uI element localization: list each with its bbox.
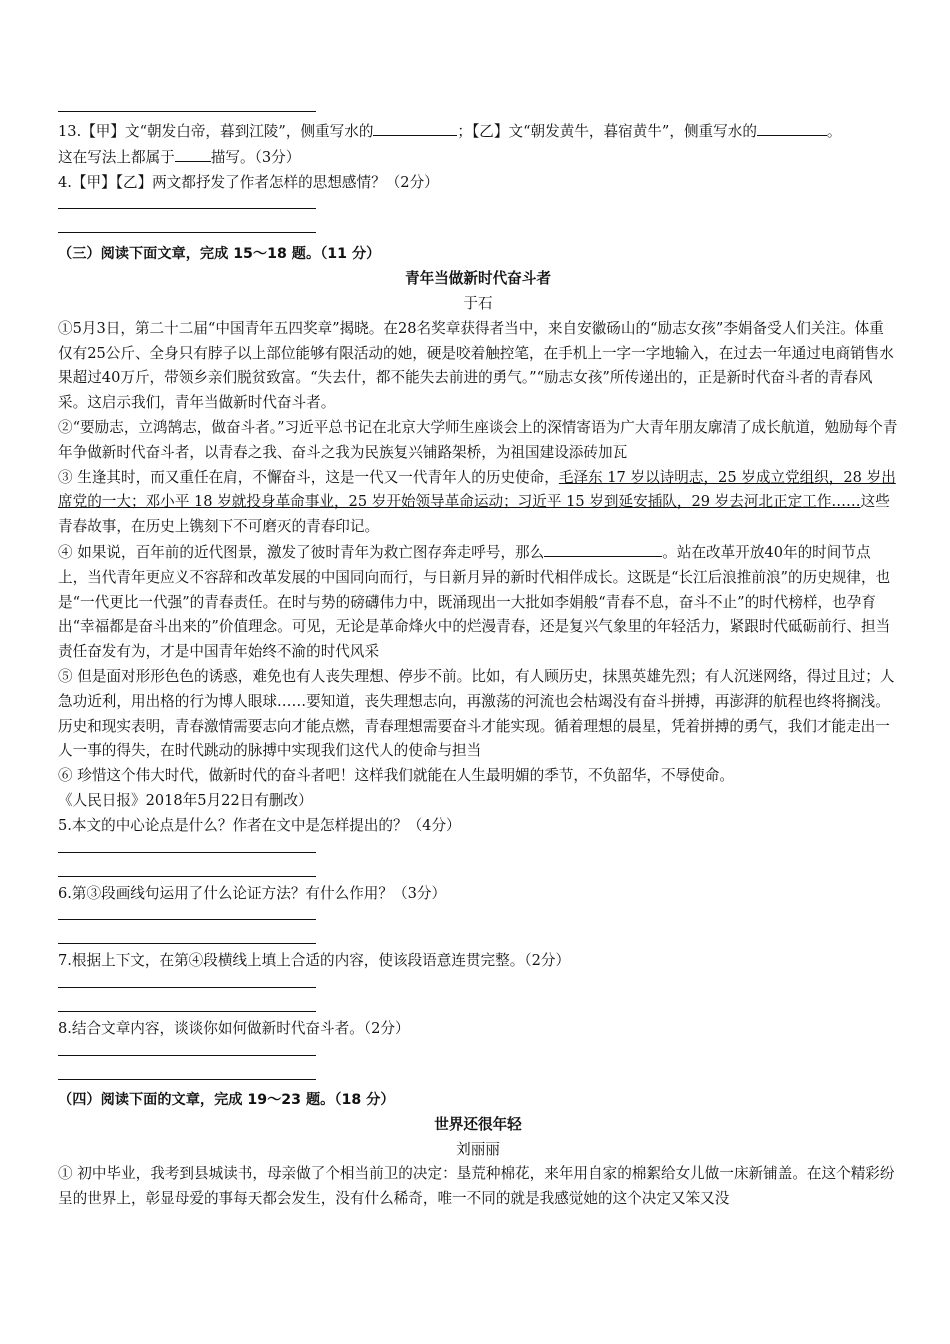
- document-page: [58, 96, 898, 1212]
- answer-line[interactable]: [58, 1055, 316, 1056]
- question-7: 7.根据上下文，在第④段横线上填上合适的内容，使该段语意连贯完整。（2分）: [58, 952, 571, 970]
- answer-line[interactable]: [58, 876, 316, 877]
- paragraph-5: ⑤ 但是面对形形色色的诱惑，难免也有人丧失理想、停步不前。比如，有人顾历史，抹黑英雄先烈；有人沉迷网络，得过且过；人急功近利，用出格的行为博人眼球……要知道，丧失理想志向，再激荡的河流也会枯竭没有奋斗拼搏，再澎湃的航程也终将搁浅。历史和现实表明，青春激情需要志向才能点燃，青春理想需要奋斗才能实现。循着理想的晨星，凭着拼搏的勇气，我们才能走出一人一事的得失，在时代跳动的脉搏中实现我们这代人的使命与担当: [58, 667, 895, 760]
- paragraph-6: ⑥ 珍惜这个伟大时代，做新时代的奋斗者吧！这样我们就能在人生最明媚的季节，不负韶华，不辱使命。: [58, 767, 734, 785]
- section-3-title: 青年当做新时代奋斗者: [405, 270, 551, 288]
- answer-line[interactable]: [58, 852, 316, 853]
- question-5: 5.本文的中心论点是什么？作者在文中是怎样提出的？（4分）: [58, 816, 461, 834]
- q13-part2: ；【乙】文“朝发黄牛，暮宿黄牛”，侧重写水的: [457, 123, 757, 140]
- answer-line[interactable]: [58, 919, 316, 920]
- q13-blank-3[interactable]: [175, 145, 211, 162]
- paragraph-3-lead: ③ 生逢其时，而又重任在肩，不懈奋斗，这是一代又一代青年人的历史使命，: [58, 468, 559, 486]
- q13-line2a: 这在写法上都属于: [58, 148, 175, 166]
- q13-part3: 。: [826, 123, 842, 140]
- paragraph-3: [58, 466, 898, 540]
- section-3-heading: （三）阅读下面文章，完成 15～18 题。（11 分）: [58, 246, 381, 263]
- paragraph-4-blank[interactable]: [544, 540, 662, 557]
- answer-line[interactable]: [58, 111, 316, 112]
- answer-line[interactable]: [58, 208, 316, 209]
- answer-line[interactable]: [58, 1011, 316, 1012]
- section-4-title: 世界还很年轻: [434, 1115, 522, 1133]
- question-13: [58, 119, 898, 171]
- section-4-author: 刘丽丽: [456, 1140, 500, 1158]
- q13-part1: 13.【甲】文“朝发白帝，暮到江陵”，侧重写水的: [58, 123, 374, 140]
- paragraph-4-tail: 。站在改革开放40年的时间节点上，当代青年更应义不容辞和改革发展的中国同向而行，与日新月异的新时代相伴成长。这既是“长江后浪推前浪”的历史规律，也是“一代更比一代强”的青春责任。在时与势的磅礴伟力中，既涌现出一大批如李娟般“青春不息，奋斗不止”的时代榜样，也孕育出“幸福都是奋斗出来的”价值理念。可见，无论是革命烽火中的烂漫青春，还是复兴气象里的年轻活力，紧跟时代砥砺前行、担当责任奋发有为，才是中国青年始终不渝的时代风采: [58, 543, 891, 661]
- question-4: 4.【甲】【乙】两文都抒发了作者怎样的思想感情？（2分）: [58, 173, 439, 191]
- section-3-author: 于石: [463, 294, 493, 312]
- answer-line[interactable]: [58, 1079, 316, 1080]
- q13-blank-2[interactable]: [757, 119, 827, 136]
- q13-line2b: 描写。（3分）: [210, 148, 301, 166]
- question-8: 8.结合文章内容，谈谈你如何做新时代奋斗者。（2分）: [58, 1020, 410, 1038]
- answer-line[interactable]: [58, 943, 316, 944]
- paragraph-4: [58, 540, 898, 665]
- paragraph-3-underlined: 毛泽东 17 岁以诗明志，25 岁成立党组织，28 岁出席党的一大；邓小平 18 岁就投身革命事业，25 岁开始领导革命运动；习近平 15 岁到延安插队，29 岁去河北正定工作……: [58, 468, 896, 511]
- q13-blank-1[interactable]: [373, 119, 457, 136]
- paragraph-4-lead: ④ 如果说，百年前的近代图景，激发了彼时青年为救亡图存奔走呼号，那么: [58, 543, 545, 561]
- question-6: 6.第③段画线句运用了什么论证方法？有什么作用？（3分）: [58, 884, 447, 902]
- paragraph-2: ②“要励志，立鸿鹄志，做奋斗者。”习近平总书记在北京大学师生座谈会上的深情寄语为广大青年朋友廓清了成长航道，勉励每个青年争做新时代奋斗者，以青春之我、奋斗之我为民族复兴铺路架桥，为祖国建设添砖加瓦: [58, 418, 898, 461]
- source-note: 《人民日报》2018年5月22日有删改）: [58, 791, 313, 809]
- answer-line[interactable]: [58, 987, 316, 988]
- paragraph-3-tail: 这些青春故事，在历史上镌刻下不可磨灭的青春印记。: [58, 493, 890, 536]
- section-4-paragraph-1: ① 初中毕业，我考到县城读书，母亲做了个相当前卫的决定：垦荒种棉花，来年用自家的棉絮给女儿做一床新铺盖。在这个精彩纷呈的世界上，彰显母爱的事每天都会发生，没有什么稀奇，唯一不同的就是我感觉她的这个决定又笨又没: [58, 1165, 895, 1208]
- answer-line[interactable]: [58, 232, 316, 233]
- paragraph-1: ①5月3日，第二十二届“中国青年五四奖章”揭晓。在28名奖章获得者当中，来自安徽砀山的“励志女孩”李娟备受人们关注。体重仅有25公斤、全身只有脖子以上部位能够有限活动的她，硬是咬着触控笔，在手机上一字一字地输入，在过去一年通过电商销售水果超过40万斤，带领乡亲们脱贫致富。“失去什，都不能失去前进的勇气。”“励志女孩”所传递出的，正是新时代奋斗者的青春风采。这启示我们，青年当做新时代奋斗者。: [58, 319, 894, 412]
- section-4-heading: （四）阅读下面的文章，完成 19～23 题。（18 分）: [58, 1091, 395, 1108]
